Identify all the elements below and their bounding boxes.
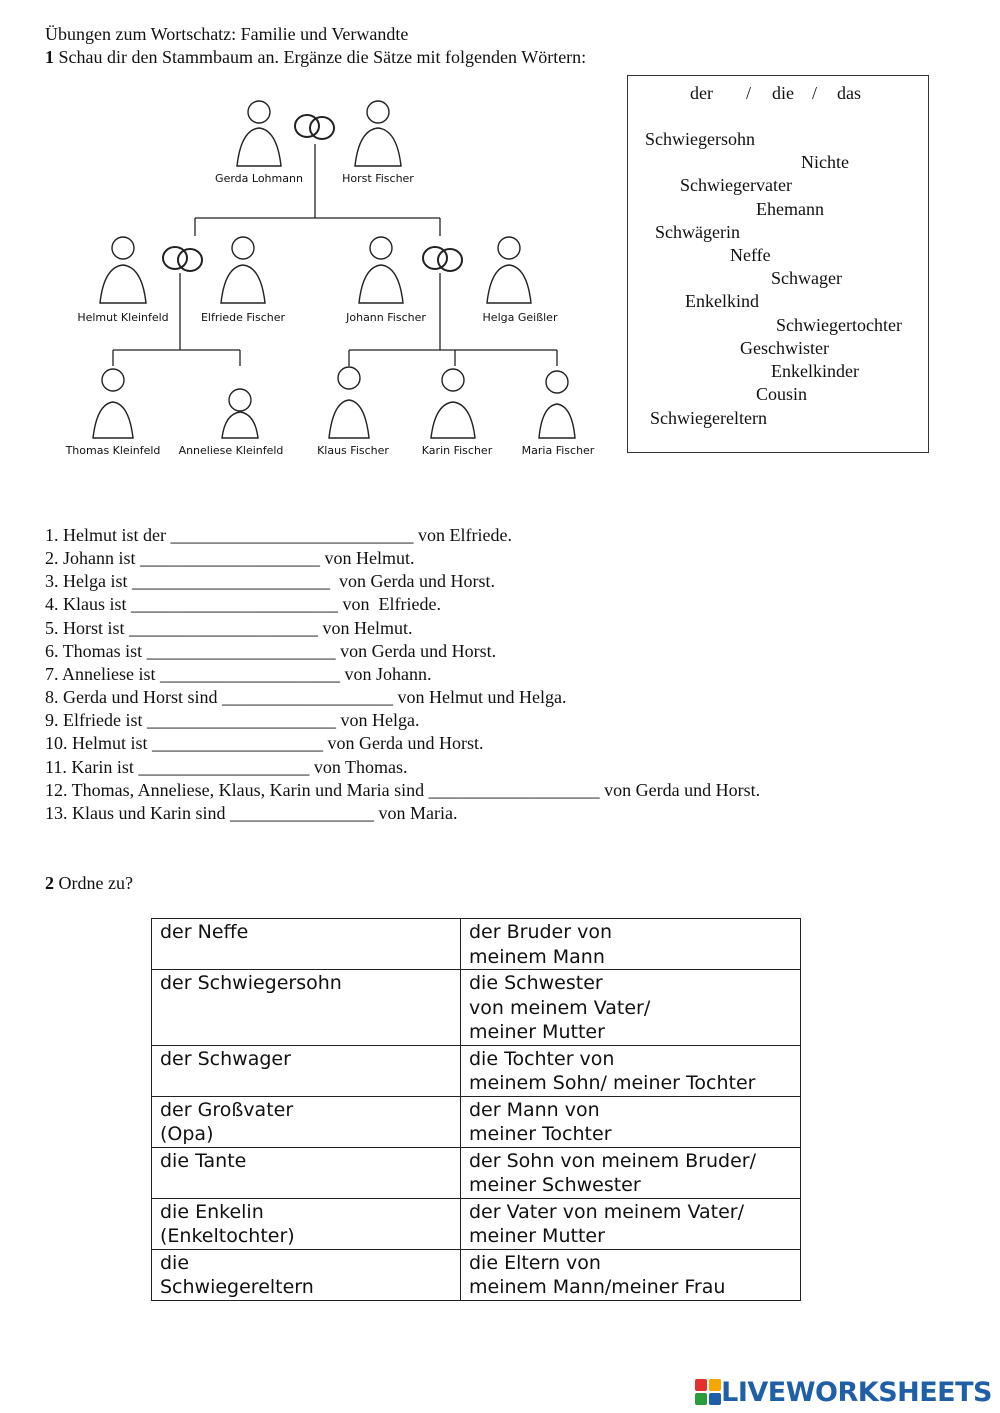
term-cell[interactable] <box>152 1045 461 1096</box>
definition-text: der Vater von meinem Vater/ meiner Mutter <box>469 1200 744 1247</box>
word-item: Neffe <box>730 245 771 265</box>
article-das: das <box>837 83 861 103</box>
liveworksheets-logo-text: LIVEWORKSHEETS <box>721 1376 992 1408</box>
word-item: Enkelkind <box>685 291 759 311</box>
person-figure-gerda <box>237 101 281 166</box>
table-row <box>152 1249 801 1300</box>
definition-text: die Tochter von meinem Sohn/ meiner Tochter <box>469 1047 756 1094</box>
person-label-klaus: Klaus Fischer <box>317 444 389 457</box>
term-text: die Tante <box>160 1149 247 1172</box>
word-item: Schwiegereltern <box>650 408 767 428</box>
term-cell[interactable] <box>152 1147 461 1198</box>
term-text: die Schwiegereltern <box>160 1251 314 1298</box>
person-label-helmut: Helmut Kleinfeld <box>77 311 169 324</box>
term-text: die Enkelin (Enkeltochter) <box>160 1200 295 1247</box>
matching-table <box>151 918 801 1301</box>
person-figure-thomas <box>93 369 133 438</box>
person-label-karin: Karin Fischer <box>421 444 493 457</box>
definition-text: der Mann von meiner Tochter <box>469 1098 612 1145</box>
sentence-4: 4. Klaus ist _______________________ von Elfriede. <box>45 594 441 614</box>
sentence-10: 10. Helmut ist ___________________ von Gerda und Horst. <box>45 733 484 753</box>
term-cell[interactable] <box>152 919 461 970</box>
person-label-johann: Johann Fischer <box>346 311 426 324</box>
definition-text: die Eltern von meinem Mann/meiner Frau <box>469 1251 726 1298</box>
exercise-1-number: 1 <box>45 47 54 67</box>
term-cell[interactable] <box>152 1198 461 1249</box>
word-item: Schwiegertochter <box>776 315 902 335</box>
definition-text: die Schwester von meinem Vater/ meiner Mutter <box>469 972 651 1043</box>
definition-cell[interactable] <box>461 1249 801 1300</box>
definition-text: der Bruder von meinem Mann <box>469 921 613 968</box>
term-text: der Schwager <box>160 1047 291 1070</box>
exercise-2-instruction-text: Ordne zu? <box>54 873 133 893</box>
worksheet-title: Übungen zum Wortschatz: Familie und Verwandte <box>45 24 409 44</box>
table-row <box>152 970 801 1046</box>
person-label-helga: Helga Geißler <box>482 311 558 324</box>
person-figure-helmut <box>100 237 146 303</box>
person-label-gerda: Gerda Lohmann <box>215 172 303 185</box>
table-row <box>152 1045 801 1096</box>
definition-cell[interactable] <box>461 919 801 970</box>
sentence-2: 2. Johann ist ____________________ von Helmut. <box>45 548 415 568</box>
word-item: Nichte <box>801 152 849 172</box>
word-item: Geschwister <box>740 338 829 358</box>
person-figure-klaus <box>329 367 369 438</box>
liveworksheets-logo[interactable] <box>695 1377 992 1407</box>
person-figure-maria <box>539 371 575 438</box>
person-figure-elfriede <box>221 237 265 303</box>
table-row <box>152 919 801 970</box>
person-figure-johann <box>359 237 403 303</box>
person-label-anneliese: Anneliese Kleinfeld <box>178 444 284 457</box>
person-figure-horst <box>355 101 401 166</box>
word-item: Schwägerin <box>655 222 740 242</box>
person-label-maria: Maria Fischer <box>521 444 595 457</box>
sentence-7: 7. Anneliese ist ____________________ von Johann. <box>45 664 432 684</box>
exercise-2-instruction <box>45 873 133 894</box>
article-separator: / <box>746 83 752 103</box>
sentence-6: 6. Thomas ist _____________________ von Gerda und Horst. <box>45 641 497 661</box>
definition-cell[interactable] <box>461 1096 801 1147</box>
person-figure-helga <box>487 237 531 303</box>
exercise-1-instruction <box>45 47 586 68</box>
word-box <box>627 75 929 453</box>
definition-cell[interactable] <box>461 1198 801 1249</box>
term-cell[interactable] <box>152 970 461 1046</box>
family-tree <box>55 88 615 468</box>
article-die: die <box>772 83 794 103</box>
definition-cell[interactable] <box>461 1147 801 1198</box>
exercise-1-instruction-text: Schau dir den Stammbaum an. Ergänze die Sätze mit folgenden Wörtern: <box>54 47 587 67</box>
sentence-11: 11. Karin ist ___________________ von Thomas. <box>45 757 408 777</box>
sentence-8: 8. Gerda und Horst sind ___________________ von Helmut und Helga. <box>45 687 567 707</box>
definition-text: der Sohn von meinem Bruder/ meiner Schwester <box>469 1149 756 1196</box>
table-row <box>152 1147 801 1198</box>
sentence-12: 12. Thomas, Anneliese, Klaus, Karin und Maria sind ___________________ von Gerda und Horst. <box>45 780 761 800</box>
sentence-13: 13. Klaus und Karin sind ________________ von Maria. <box>45 803 458 823</box>
term-cell[interactable] <box>152 1249 461 1300</box>
term-cell[interactable] <box>152 1096 461 1147</box>
person-label-elfriede: Elfriede Fischer <box>200 311 286 324</box>
definition-cell[interactable] <box>461 1045 801 1096</box>
term-text: der Schwiegersohn <box>160 972 342 994</box>
person-label-horst: Horst Fischer <box>342 172 414 185</box>
term-text: der Neffe <box>160 921 249 943</box>
table-row <box>152 1198 801 1249</box>
sentence-5: 5. Horst ist _____________________ von Helmut. <box>45 618 413 638</box>
sentence-3: 3. Helga ist ______________________ von Gerda und Horst. <box>45 571 495 591</box>
sentence-9: 9. Elfriede ist _____________________ von Helga. <box>45 710 420 730</box>
exercise-2-number: 2 <box>45 873 54 893</box>
word-item: Cousin <box>756 384 808 404</box>
liveworksheets-logo-icon <box>695 1379 721 1405</box>
article-der: der <box>690 83 713 103</box>
person-figure-karin <box>431 369 475 438</box>
article-separator: / <box>812 83 818 103</box>
wedding-rings-icon <box>163 115 462 271</box>
word-item: Enkelkinder <box>771 361 859 381</box>
term-text: der Großvater (Opa) <box>160 1098 294 1145</box>
definition-cell[interactable] <box>461 970 801 1046</box>
word-item: Schwager <box>771 268 842 288</box>
word-item: Ehemann <box>756 199 824 219</box>
person-figure-anneliese <box>222 389 258 438</box>
sentence-1: 1. Helmut ist der ___________________________ von Elfriede. <box>45 525 512 545</box>
word-item: Schwiegervater <box>680 175 792 195</box>
person-label-thomas: Thomas Kleinfeld <box>65 444 161 457</box>
word-item: Schwiegersohn <box>645 129 755 149</box>
table-row <box>152 1096 801 1147</box>
